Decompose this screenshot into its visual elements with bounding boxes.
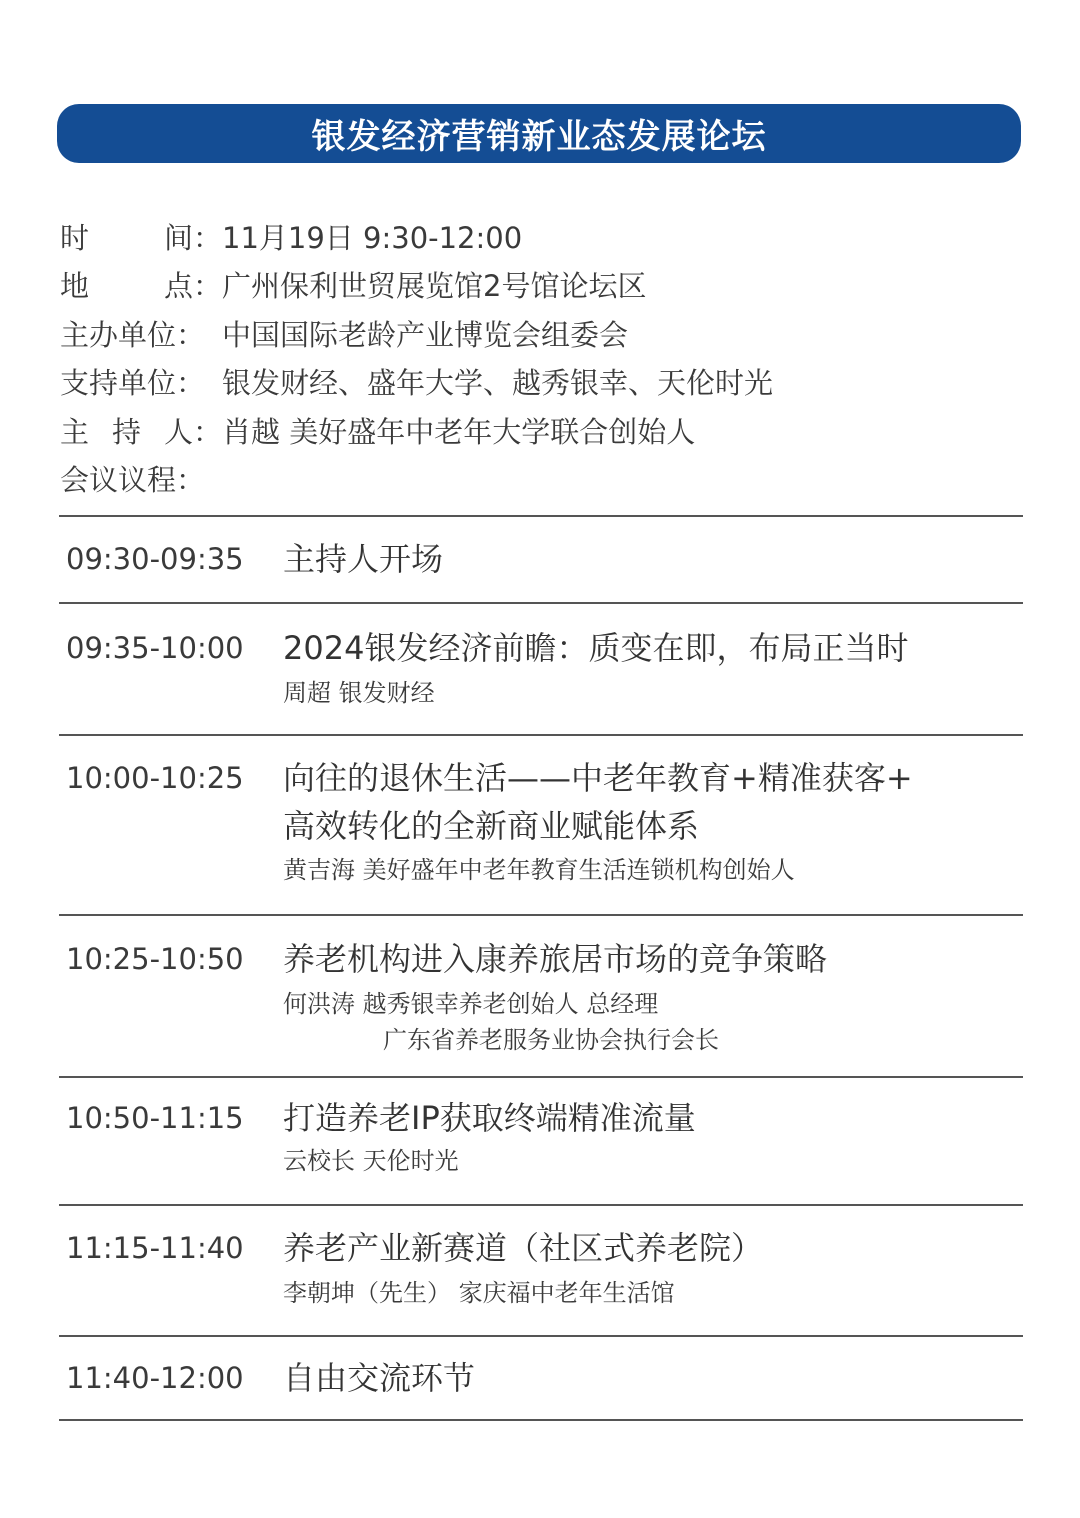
- agenda-time: 09:30-09:35: [66, 542, 244, 576]
- moderator-label: [60, 410, 222, 451]
- agenda-time: 09:35-10:00: [66, 631, 244, 665]
- forum-title-banner: [57, 104, 1021, 163]
- event-info: [60, 212, 1020, 503]
- agenda-item: [59, 604, 1023, 736]
- agenda-item: [59, 736, 1023, 916]
- agenda-item: [59, 916, 1023, 1078]
- support-label: 支持单位：: [60, 366, 206, 401]
- agenda-body: [283, 539, 1023, 579]
- agenda-topic: 养老产业新赛道（社区式养老院）: [283, 1229, 764, 1267]
- agenda-time: 11:40-12:00: [66, 1361, 244, 1395]
- agenda-speaker: 何洪涛 越秀银幸养老创始人 总经理: [283, 990, 659, 1018]
- agenda-body: [283, 1228, 1023, 1311]
- agenda-speaker: 周超 银发财经: [283, 679, 435, 707]
- agenda-speaker: 云校长 天伦时光: [283, 1147, 459, 1175]
- agenda-body: [283, 758, 1023, 888]
- agenda-body: [283, 939, 1023, 1058]
- info-row-support: [60, 358, 1020, 407]
- agenda-body: [283, 1358, 1023, 1398]
- agenda-time: 11:15-11:40: [66, 1231, 244, 1265]
- agenda-topic-line-2: 高效转化的全新商业赋能体系: [283, 807, 700, 845]
- moderator-value: 肖越 美好盛年中老年大学联合创始人: [222, 414, 696, 449]
- agenda-topic: 自由交流环节: [283, 1359, 476, 1397]
- agenda-topic: 养老机构进入康养旅居市场的竞争策略: [283, 940, 828, 978]
- info-row-agenda-heading: [60, 455, 1020, 504]
- agenda-body: [283, 1098, 1023, 1179]
- agenda-time: 10:00-10:25: [66, 761, 244, 795]
- time-label-char-1: 时: [60, 220, 90, 255]
- host-org-label: 主办单位：: [60, 317, 206, 352]
- time-label-char-2: 间：: [163, 220, 222, 255]
- time-label: [60, 216, 222, 257]
- agenda-time: 10:25-10:50: [66, 942, 244, 976]
- agenda-speaker-line-2: 广东省养老服务业协会执行会长: [383, 1026, 719, 1054]
- agenda-item: [59, 1337, 1023, 1421]
- forum-title: 银发经济营销新业态发展论坛: [311, 117, 767, 157]
- info-row-place: [60, 261, 1020, 310]
- moderator-label-char-3: 人：: [163, 414, 222, 449]
- agenda-speaker: 李朝坤（先生） 家庆福中老年生活馆: [283, 1279, 675, 1307]
- agenda-topic: 主持人开场: [283, 540, 444, 578]
- agenda-body: [283, 628, 1023, 711]
- place-label: [60, 264, 222, 305]
- host-org-value: 中国国际老龄产业博览会组委会: [222, 317, 629, 352]
- place-label-char-1: 地: [60, 269, 90, 304]
- place-label-char-2: 点：: [163, 269, 222, 304]
- agenda-item: [59, 1206, 1023, 1337]
- moderator-label-char-2: 持: [111, 414, 141, 449]
- agenda-item: [59, 517, 1023, 604]
- moderator-label-char-1: 主: [60, 414, 90, 449]
- agenda-table: [59, 515, 1023, 1421]
- support-value: 银发财经、盛年大学、越秀银幸、天伦时光: [222, 366, 774, 401]
- agenda-topic: 打造养老IP获取终端精准流量: [283, 1099, 696, 1137]
- info-row-host-org: [60, 309, 1020, 358]
- info-row-time: [60, 212, 1020, 261]
- agenda-label: 会议议程：: [60, 463, 206, 498]
- info-row-moderator: [60, 406, 1020, 455]
- agenda-time: 10:50-11:15: [66, 1101, 244, 1135]
- agenda-speaker: 黄吉海 美好盛年中老年教育生活连锁机构创始人: [283, 856, 795, 884]
- agenda-item: [59, 1078, 1023, 1206]
- agenda-topic: 2024银发经济前瞻：质变在即，布局正当时: [283, 629, 909, 667]
- agenda-topic: 向往的退休生活——中老年教育+精准获客+: [283, 759, 913, 797]
- place-value: 广州保利世贸展览馆2号馆论坛区: [222, 269, 647, 304]
- time-value: 11月19日 9:30-12:00: [222, 220, 523, 255]
